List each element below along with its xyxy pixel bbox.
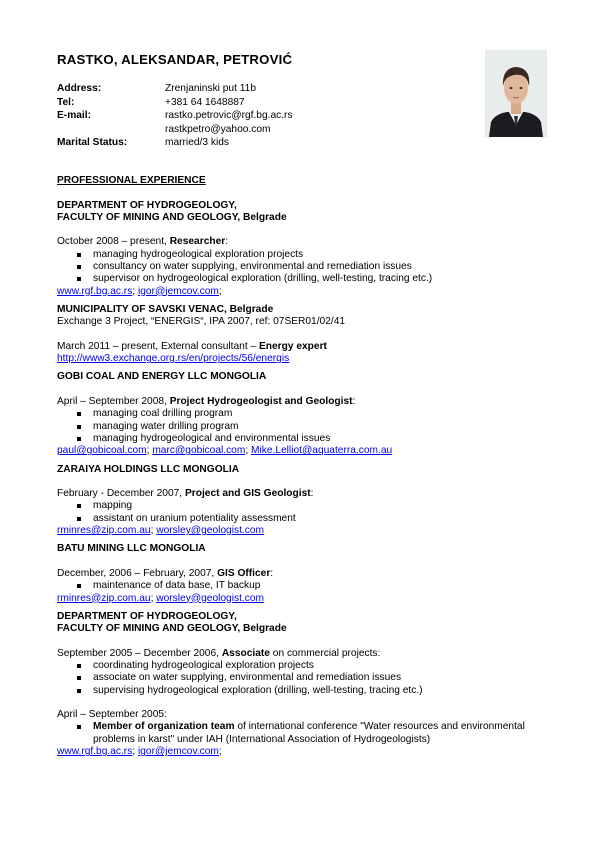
link-email[interactable]: Mike.Lelliot@aquaterra.com.au	[251, 445, 393, 457]
address-value: Zrenjaninski put 11b	[165, 83, 256, 94]
tel-label: Tel:	[57, 96, 75, 108]
duties-list	[57, 500, 567, 525]
employer: BATU MINING LLC MONGOLIA	[57, 543, 206, 555]
marital-label: Marital Status:	[57, 137, 128, 148]
section-heading: PROFESSIONAL EXPERIENCE	[57, 175, 206, 186]
project-line: Exchange 3 Project, “ENERGIS“, IPA 2007, ref: 07SER01/02/41	[57, 316, 346, 328]
link-project[interactable]: http://www3.exchange.org.rs/en/projects/56/energis	[57, 353, 290, 365]
job-entry	[57, 371, 567, 457]
job-role: Energy expert	[258, 340, 327, 352]
portrait-image	[485, 50, 547, 137]
reference-links	[57, 353, 567, 365]
link-website[interactable]: www.rgf.bg.ac.rs	[57, 285, 133, 297]
email-row	[57, 109, 293, 123]
job-period: April – September 2005:	[57, 709, 167, 721]
employer: MUNICIPALITY OF SAVSKI VENAC, Belgrade	[57, 303, 274, 315]
reference-links: paul@gobicoal.com; marc@gobicoal.com; Mike.Lelliot@aquaterra.com.au	[57, 445, 393, 457]
job-role: Researcher	[169, 236, 226, 248]
reference-links: rminres@zip.com.au; worsley@geologist.com	[57, 592, 264, 604]
list-item: mapping	[57, 500, 567, 512]
job-period: September 2005 – December 2006, Associate on commercial projects:	[57, 647, 381, 659]
list-item: supervising hydrogeological exploration (drilling, well-testing, tracing etc.)	[57, 685, 567, 697]
link-email[interactable]: rminres@zip.com.au	[57, 592, 151, 604]
job-role: Project and GIS Geologist	[184, 488, 311, 500]
job-entry	[57, 304, 567, 365]
job-entry	[57, 464, 567, 538]
list-item: supervisor on hydrogeological exploration (drilling, well-testing, tracing etc.)	[57, 273, 567, 285]
employer-line-2: FACULTY OF MINING AND GEOLOGY, Belgrade	[57, 211, 287, 223]
tel-row	[57, 96, 293, 110]
job-period: February - December 2007, Project and GIS Geologist:	[57, 488, 314, 500]
job-period: April – September 2008, Project Hydrogeologist and Geologist:	[57, 396, 356, 408]
employer: GOBI COAL AND ENERGY LLC MONGOLIA	[57, 371, 267, 383]
list-item: managing water drilling program	[57, 421, 567, 433]
employer: DEPARTMENT OF HYDROGEOLOGY,	[57, 199, 237, 211]
employer: DEPARTMENT OF HYDROGEOLOGY,	[57, 610, 237, 622]
list-item: managing hydrogeological exploration projects	[57, 249, 567, 261]
job-role: GIS Officer	[217, 567, 271, 579]
job-role: Associate	[221, 647, 270, 659]
link-website[interactable]: www.rgf.bg.ac.rs	[57, 746, 133, 758]
job-entry	[57, 543, 567, 604]
link-email[interactable]: worsley@geologist.com	[156, 592, 264, 604]
list-item: assistant on uranium potentiality assessment	[57, 513, 567, 525]
link-email[interactable]: igor@jemcov.com	[137, 746, 219, 758]
list-item: managing hydrogeological and environmental issues	[57, 433, 567, 445]
person-name: RASTKO, ALEKSANDAR, PETROVIĆ	[57, 52, 293, 67]
email-value-1: rastko.petrovic@rgf.bg.ac.rs	[165, 110, 293, 121]
list-item: Member of organization team of international conference "Water resources and environmental problems in karst" under IAH (International Association of Hydrogeologists)	[57, 721, 567, 746]
email-label: E-mail:	[57, 110, 91, 121]
duties-list	[57, 249, 567, 286]
list-item: coordinating hydrogeological exploration projects	[57, 660, 567, 672]
job-role: Project Hydrogeologist and Geologist	[169, 396, 353, 408]
list-item: managing coal drilling program	[57, 408, 567, 420]
duties-list	[57, 721, 567, 746]
tel-value: +381 64 1648887	[165, 96, 245, 108]
duties-list	[57, 580, 567, 592]
address-row	[57, 82, 293, 96]
email-value-2: rastkpetro@yahoo.com	[165, 123, 271, 135]
profile-photo	[485, 50, 547, 137]
job-period: December, 2006 – February, 2007, GIS Officer:	[57, 567, 274, 579]
reference-links: www.rgf.bg.ac.rs; igor@jemcov.com;	[57, 285, 222, 297]
duties-list	[57, 408, 567, 445]
personal-info	[57, 82, 293, 150]
job-period: October 2008 – present, Researcher:	[57, 236, 229, 248]
job-entry	[57, 200, 567, 298]
marital-row	[57, 136, 293, 150]
link-email[interactable]: marc@gobicoal.com	[152, 445, 246, 457]
email-row-2	[57, 123, 293, 137]
list-item: maintenance of data base, IT backup	[57, 580, 567, 592]
address-label: Address:	[57, 83, 102, 94]
list-item: consultancy on water supplying, environmental and remediation issues	[57, 261, 567, 273]
job-entry	[57, 709, 567, 758]
job-entry	[57, 611, 567, 697]
reference-links: www.rgf.bg.ac.rs; igor@jemcov.com;	[57, 746, 222, 758]
job-period: March 2011 – present, External consultant – Energy expert	[57, 340, 327, 352]
reference-links: rminres@zip.com.au; worsley@geologist.com	[57, 525, 264, 537]
employer: ZARAIYA HOLDINGS LLC MONGOLIA	[57, 463, 240, 475]
marital-value: married/3 kids	[165, 137, 229, 148]
employer-line-2: FACULTY OF MINING AND GEOLOGY, Belgrade	[57, 623, 287, 635]
link-email[interactable]: igor@jemcov.com	[137, 285, 219, 297]
link-email[interactable]: worsley@geologist.com	[156, 525, 264, 537]
experience-content	[57, 175, 567, 758]
list-item: associate on water supplying, environmental and remediation issues	[57, 672, 567, 684]
duties-list	[57, 660, 567, 697]
link-email[interactable]: paul@gobicoal.com	[57, 445, 147, 457]
link-email[interactable]: rminres@zip.com.au	[57, 525, 151, 537]
